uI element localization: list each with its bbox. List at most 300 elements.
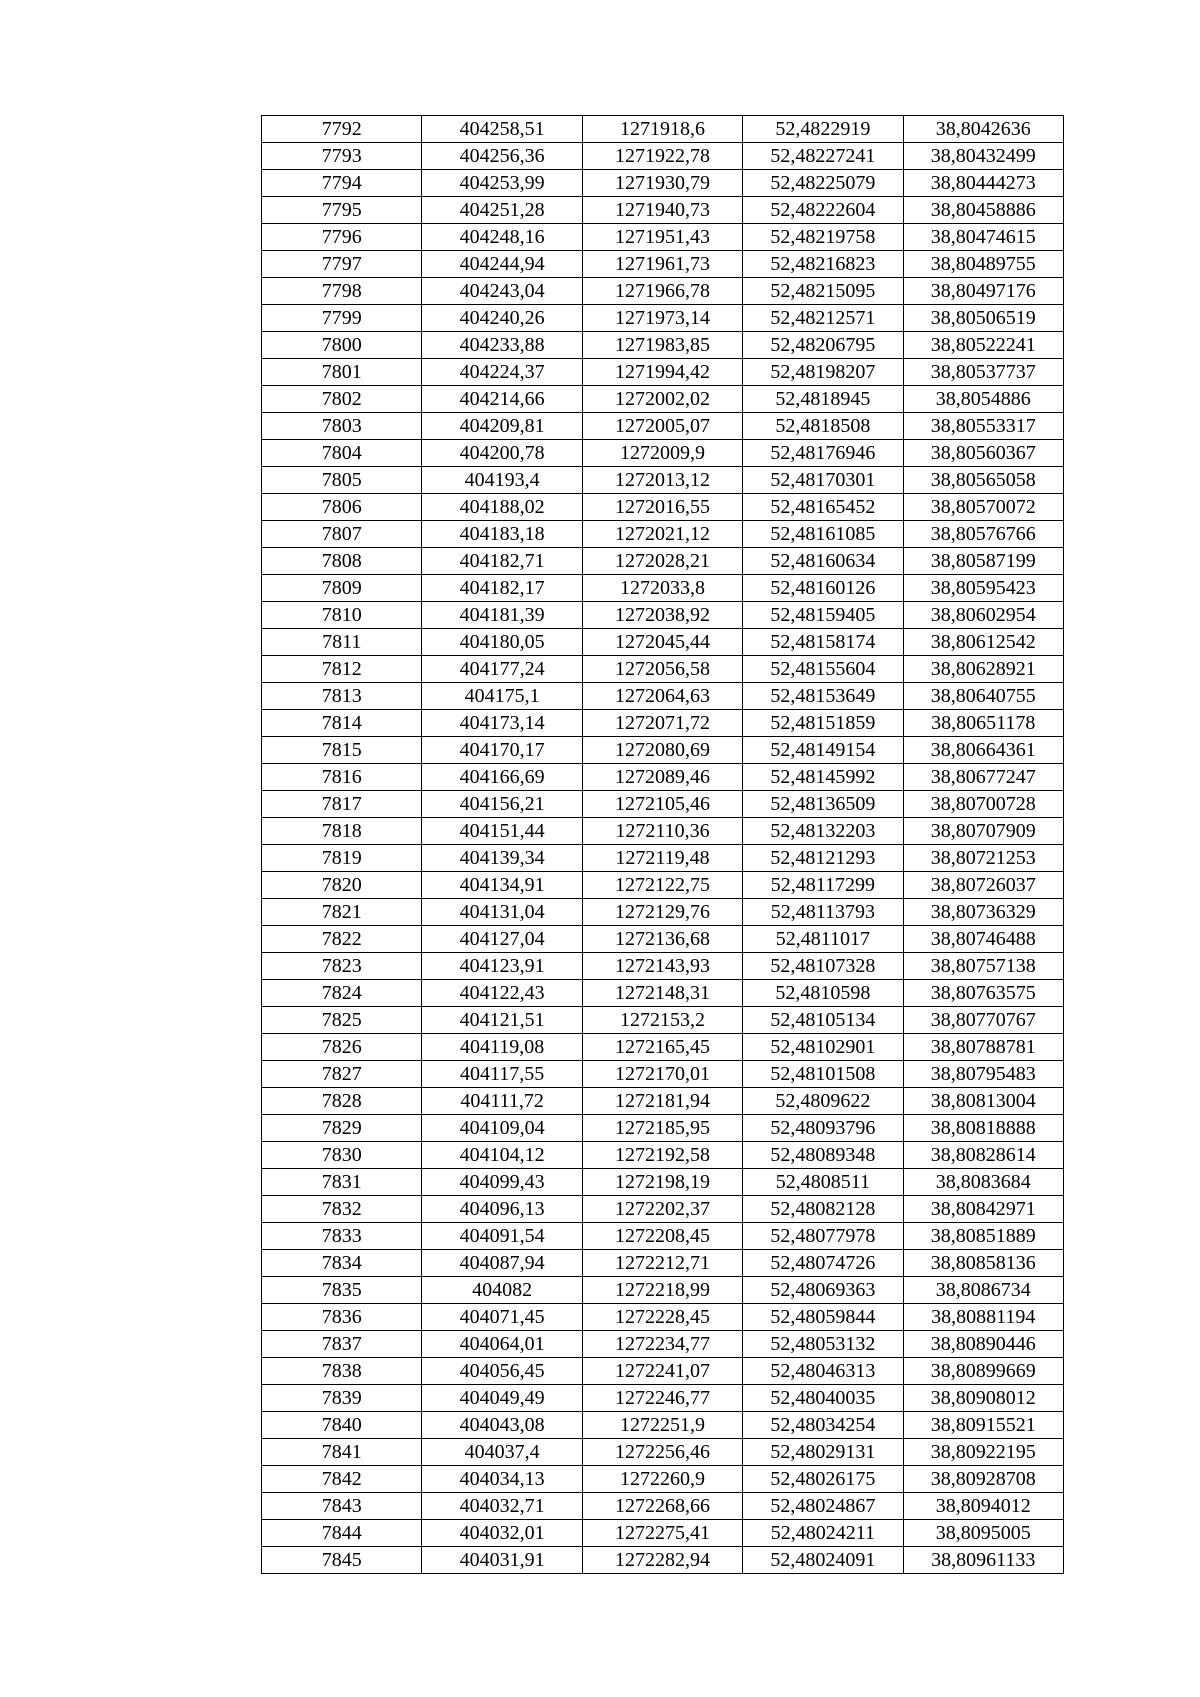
table-row xyxy=(262,1250,1064,1277)
y-coordinate-cell: 1272028,21 xyxy=(582,548,742,575)
longitude-cell: 38,80818888 xyxy=(903,1115,1063,1142)
latitude-cell: 52,48225079 xyxy=(743,170,903,197)
x-coordinate-cell: 404182,71 xyxy=(422,548,582,575)
longitude-cell: 38,80757138 xyxy=(903,953,1063,980)
latitude-cell: 52,48113793 xyxy=(743,899,903,926)
latitude-cell: 52,48153649 xyxy=(743,683,903,710)
latitude-cell: 52,4818945 xyxy=(743,386,903,413)
y-coordinate-cell: 1272105,46 xyxy=(582,791,742,818)
table-row xyxy=(262,1169,1064,1196)
table-row xyxy=(262,926,1064,953)
table-row xyxy=(262,872,1064,899)
y-coordinate-cell: 1272005,07 xyxy=(582,413,742,440)
x-coordinate-cell: 404099,43 xyxy=(422,1169,582,1196)
latitude-cell: 52,48089348 xyxy=(743,1142,903,1169)
point-number-cell: 7792 xyxy=(262,116,422,143)
latitude-cell: 52,48121293 xyxy=(743,845,903,872)
y-coordinate-cell: 1272021,12 xyxy=(582,521,742,548)
table-row xyxy=(262,332,1064,359)
coordinates-table xyxy=(261,115,1064,1574)
point-number-cell: 7836 xyxy=(262,1304,422,1331)
y-coordinate-cell: 1271930,79 xyxy=(582,170,742,197)
y-coordinate-cell: 1271922,78 xyxy=(582,143,742,170)
x-coordinate-cell: 404224,37 xyxy=(422,359,582,386)
y-coordinate-cell: 1272275,41 xyxy=(582,1520,742,1547)
latitude-cell: 52,48107328 xyxy=(743,953,903,980)
x-coordinate-cell: 404134,91 xyxy=(422,872,582,899)
latitude-cell: 52,48136509 xyxy=(743,791,903,818)
x-coordinate-cell: 404188,02 xyxy=(422,494,582,521)
latitude-cell: 52,48160126 xyxy=(743,575,903,602)
y-coordinate-cell: 1272165,45 xyxy=(582,1034,742,1061)
x-coordinate-cell: 404248,16 xyxy=(422,224,582,251)
longitude-cell: 38,8094012 xyxy=(903,1493,1063,1520)
longitude-cell: 38,80570072 xyxy=(903,494,1063,521)
latitude-cell: 52,48198207 xyxy=(743,359,903,386)
table-row xyxy=(262,1358,1064,1385)
x-coordinate-cell: 404037,4 xyxy=(422,1439,582,1466)
y-coordinate-cell: 1272268,66 xyxy=(582,1493,742,1520)
x-coordinate-cell: 404183,18 xyxy=(422,521,582,548)
y-coordinate-cell: 1272228,45 xyxy=(582,1304,742,1331)
y-coordinate-cell: 1272129,76 xyxy=(582,899,742,926)
latitude-cell: 52,48132203 xyxy=(743,818,903,845)
latitude-cell: 52,48026175 xyxy=(743,1466,903,1493)
longitude-cell: 38,80553317 xyxy=(903,413,1063,440)
latitude-cell: 52,4809622 xyxy=(743,1088,903,1115)
longitude-cell: 38,8054886 xyxy=(903,386,1063,413)
latitude-cell: 52,48105134 xyxy=(743,1007,903,1034)
point-number-cell: 7819 xyxy=(262,845,422,872)
table-row xyxy=(262,440,1064,467)
longitude-cell: 38,80813004 xyxy=(903,1088,1063,1115)
y-coordinate-cell: 1271961,73 xyxy=(582,251,742,278)
point-number-cell: 7809 xyxy=(262,575,422,602)
longitude-cell: 38,8083684 xyxy=(903,1169,1063,1196)
latitude-cell: 52,48170301 xyxy=(743,467,903,494)
point-number-cell: 7818 xyxy=(262,818,422,845)
latitude-cell: 52,48069363 xyxy=(743,1277,903,1304)
longitude-cell: 38,8086734 xyxy=(903,1277,1063,1304)
longitude-cell: 38,80890446 xyxy=(903,1331,1063,1358)
y-coordinate-cell: 1272038,92 xyxy=(582,602,742,629)
point-number-cell: 7816 xyxy=(262,764,422,791)
x-coordinate-cell: 404193,4 xyxy=(422,467,582,494)
latitude-cell: 52,4818508 xyxy=(743,413,903,440)
point-number-cell: 7824 xyxy=(262,980,422,1007)
x-coordinate-cell: 404121,51 xyxy=(422,1007,582,1034)
longitude-cell: 38,80458886 xyxy=(903,197,1063,224)
table-row xyxy=(262,1223,1064,1250)
x-coordinate-cell: 404032,01 xyxy=(422,1520,582,1547)
y-coordinate-cell: 1272089,46 xyxy=(582,764,742,791)
x-coordinate-cell: 404117,55 xyxy=(422,1061,582,1088)
longitude-cell: 38,80858136 xyxy=(903,1250,1063,1277)
point-number-cell: 7800 xyxy=(262,332,422,359)
x-coordinate-cell: 404240,26 xyxy=(422,305,582,332)
table-row xyxy=(262,224,1064,251)
table-row xyxy=(262,1331,1064,1358)
point-number-cell: 7839 xyxy=(262,1385,422,1412)
table-row xyxy=(262,143,1064,170)
latitude-cell: 52,48160634 xyxy=(743,548,903,575)
latitude-cell: 52,48053132 xyxy=(743,1331,903,1358)
point-number-cell: 7794 xyxy=(262,170,422,197)
table-row xyxy=(262,818,1064,845)
y-coordinate-cell: 1272122,75 xyxy=(582,872,742,899)
point-number-cell: 7798 xyxy=(262,278,422,305)
longitude-cell: 38,80612542 xyxy=(903,629,1063,656)
point-number-cell: 7804 xyxy=(262,440,422,467)
latitude-cell: 52,48077978 xyxy=(743,1223,903,1250)
y-coordinate-cell: 1272016,55 xyxy=(582,494,742,521)
table-row xyxy=(262,845,1064,872)
table-row xyxy=(262,1088,1064,1115)
y-coordinate-cell: 1271966,78 xyxy=(582,278,742,305)
longitude-cell: 38,80444273 xyxy=(903,170,1063,197)
table-row xyxy=(262,116,1064,143)
y-coordinate-cell: 1272208,45 xyxy=(582,1223,742,1250)
x-coordinate-cell: 404177,24 xyxy=(422,656,582,683)
y-coordinate-cell: 1272064,63 xyxy=(582,683,742,710)
longitude-cell: 38,80707909 xyxy=(903,818,1063,845)
latitude-cell: 52,48206795 xyxy=(743,332,903,359)
point-number-cell: 7796 xyxy=(262,224,422,251)
x-coordinate-cell: 404170,17 xyxy=(422,737,582,764)
x-coordinate-cell: 404064,01 xyxy=(422,1331,582,1358)
y-coordinate-cell: 1272033,8 xyxy=(582,575,742,602)
longitude-cell: 38,80851889 xyxy=(903,1223,1063,1250)
table-row xyxy=(262,791,1064,818)
table-row xyxy=(262,980,1064,1007)
point-number-cell: 7803 xyxy=(262,413,422,440)
latitude-cell: 52,48101508 xyxy=(743,1061,903,1088)
point-number-cell: 7808 xyxy=(262,548,422,575)
table-row xyxy=(262,899,1064,926)
table-row xyxy=(262,1115,1064,1142)
longitude-cell: 38,80489755 xyxy=(903,251,1063,278)
x-coordinate-cell: 404182,17 xyxy=(422,575,582,602)
longitude-cell: 38,80595423 xyxy=(903,575,1063,602)
latitude-cell: 52,48024211 xyxy=(743,1520,903,1547)
longitude-cell: 38,80842971 xyxy=(903,1196,1063,1223)
point-number-cell: 7832 xyxy=(262,1196,422,1223)
y-coordinate-cell: 1271983,85 xyxy=(582,332,742,359)
longitude-cell: 38,80746488 xyxy=(903,926,1063,953)
table-row xyxy=(262,953,1064,980)
y-coordinate-cell: 1272110,36 xyxy=(582,818,742,845)
y-coordinate-cell: 1272256,46 xyxy=(582,1439,742,1466)
y-coordinate-cell: 1272234,77 xyxy=(582,1331,742,1358)
table-row xyxy=(262,683,1064,710)
x-coordinate-cell: 404123,91 xyxy=(422,953,582,980)
x-coordinate-cell: 404175,1 xyxy=(422,683,582,710)
longitude-cell: 38,80640755 xyxy=(903,683,1063,710)
longitude-cell: 38,80899669 xyxy=(903,1358,1063,1385)
point-number-cell: 7838 xyxy=(262,1358,422,1385)
table-row xyxy=(262,413,1064,440)
longitude-cell: 38,80736329 xyxy=(903,899,1063,926)
x-coordinate-cell: 404031,91 xyxy=(422,1547,582,1574)
longitude-cell: 38,80795483 xyxy=(903,1061,1063,1088)
point-number-cell: 7830 xyxy=(262,1142,422,1169)
table-row xyxy=(262,1007,1064,1034)
latitude-cell: 52,48059844 xyxy=(743,1304,903,1331)
longitude-cell: 38,80763575 xyxy=(903,980,1063,1007)
x-coordinate-cell: 404251,28 xyxy=(422,197,582,224)
point-number-cell: 7821 xyxy=(262,899,422,926)
table-row xyxy=(262,629,1064,656)
longitude-cell: 38,80664361 xyxy=(903,737,1063,764)
longitude-cell: 38,80788781 xyxy=(903,1034,1063,1061)
longitude-cell: 38,80828614 xyxy=(903,1142,1063,1169)
table-row xyxy=(262,1466,1064,1493)
longitude-cell: 38,80726037 xyxy=(903,872,1063,899)
point-number-cell: 7807 xyxy=(262,521,422,548)
point-number-cell: 7840 xyxy=(262,1412,422,1439)
x-coordinate-cell: 404181,39 xyxy=(422,602,582,629)
longitude-cell: 38,8042636 xyxy=(903,116,1063,143)
point-number-cell: 7843 xyxy=(262,1493,422,1520)
coordinates-table-body xyxy=(262,116,1064,1574)
longitude-cell: 38,80677247 xyxy=(903,764,1063,791)
longitude-cell: 38,80721253 xyxy=(903,845,1063,872)
point-number-cell: 7822 xyxy=(262,926,422,953)
table-row xyxy=(262,737,1064,764)
y-coordinate-cell: 1271940,73 xyxy=(582,197,742,224)
x-coordinate-cell: 404096,13 xyxy=(422,1196,582,1223)
table-row xyxy=(262,656,1064,683)
x-coordinate-cell: 404127,04 xyxy=(422,926,582,953)
latitude-cell: 52,48227241 xyxy=(743,143,903,170)
x-coordinate-cell: 404258,51 xyxy=(422,116,582,143)
table-row xyxy=(262,764,1064,791)
y-coordinate-cell: 1272009,9 xyxy=(582,440,742,467)
point-number-cell: 7806 xyxy=(262,494,422,521)
y-coordinate-cell: 1272185,95 xyxy=(582,1115,742,1142)
x-coordinate-cell: 404209,81 xyxy=(422,413,582,440)
table-row xyxy=(262,1547,1064,1574)
x-coordinate-cell: 404104,12 xyxy=(422,1142,582,1169)
y-coordinate-cell: 1271973,14 xyxy=(582,305,742,332)
x-coordinate-cell: 404244,94 xyxy=(422,251,582,278)
latitude-cell: 52,48040035 xyxy=(743,1385,903,1412)
longitude-cell: 38,80560367 xyxy=(903,440,1063,467)
y-coordinate-cell: 1272136,68 xyxy=(582,926,742,953)
longitude-cell: 38,80497176 xyxy=(903,278,1063,305)
x-coordinate-cell: 404200,78 xyxy=(422,440,582,467)
table-row xyxy=(262,278,1064,305)
y-coordinate-cell: 1272198,19 xyxy=(582,1169,742,1196)
y-coordinate-cell: 1272181,94 xyxy=(582,1088,742,1115)
y-coordinate-cell: 1272143,93 xyxy=(582,953,742,980)
y-coordinate-cell: 1272212,71 xyxy=(582,1250,742,1277)
latitude-cell: 52,48034254 xyxy=(743,1412,903,1439)
table-row xyxy=(262,386,1064,413)
latitude-cell: 52,48159405 xyxy=(743,602,903,629)
longitude-cell: 38,8095005 xyxy=(903,1520,1063,1547)
y-coordinate-cell: 1272153,2 xyxy=(582,1007,742,1034)
table-row xyxy=(262,548,1064,575)
x-coordinate-cell: 404049,49 xyxy=(422,1385,582,1412)
point-number-cell: 7826 xyxy=(262,1034,422,1061)
y-coordinate-cell: 1271994,42 xyxy=(582,359,742,386)
latitude-cell: 52,4811017 xyxy=(743,926,903,953)
point-number-cell: 7828 xyxy=(262,1088,422,1115)
point-number-cell: 7834 xyxy=(262,1250,422,1277)
point-number-cell: 7845 xyxy=(262,1547,422,1574)
y-coordinate-cell: 1271918,6 xyxy=(582,116,742,143)
x-coordinate-cell: 404256,36 xyxy=(422,143,582,170)
table-row xyxy=(262,1520,1064,1547)
y-coordinate-cell: 1272013,12 xyxy=(582,467,742,494)
y-coordinate-cell: 1272241,07 xyxy=(582,1358,742,1385)
x-coordinate-cell: 404056,45 xyxy=(422,1358,582,1385)
point-number-cell: 7812 xyxy=(262,656,422,683)
y-coordinate-cell: 1272148,31 xyxy=(582,980,742,1007)
point-number-cell: 7799 xyxy=(262,305,422,332)
latitude-cell: 52,4822919 xyxy=(743,116,903,143)
table-row xyxy=(262,1277,1064,1304)
x-coordinate-cell: 404233,88 xyxy=(422,332,582,359)
y-coordinate-cell: 1272282,94 xyxy=(582,1547,742,1574)
x-coordinate-cell: 404253,99 xyxy=(422,170,582,197)
point-number-cell: 7805 xyxy=(262,467,422,494)
latitude-cell: 52,48161085 xyxy=(743,521,903,548)
latitude-cell: 52,4810598 xyxy=(743,980,903,1007)
longitude-cell: 38,80537737 xyxy=(903,359,1063,386)
x-coordinate-cell: 404034,13 xyxy=(422,1466,582,1493)
longitude-cell: 38,80651178 xyxy=(903,710,1063,737)
table-row xyxy=(262,170,1064,197)
table-row xyxy=(262,1304,1064,1331)
table-row xyxy=(262,602,1064,629)
x-coordinate-cell: 404071,45 xyxy=(422,1304,582,1331)
y-coordinate-cell: 1272192,58 xyxy=(582,1142,742,1169)
point-number-cell: 7837 xyxy=(262,1331,422,1358)
x-coordinate-cell: 404091,54 xyxy=(422,1223,582,1250)
y-coordinate-cell: 1272218,99 xyxy=(582,1277,742,1304)
point-number-cell: 7814 xyxy=(262,710,422,737)
longitude-cell: 38,80565058 xyxy=(903,467,1063,494)
point-number-cell: 7844 xyxy=(262,1520,422,1547)
point-number-cell: 7841 xyxy=(262,1439,422,1466)
table-row xyxy=(262,521,1064,548)
latitude-cell: 52,48024091 xyxy=(743,1547,903,1574)
latitude-cell: 52,48219758 xyxy=(743,224,903,251)
y-coordinate-cell: 1271951,43 xyxy=(582,224,742,251)
latitude-cell: 52,48212571 xyxy=(743,305,903,332)
table-row xyxy=(262,359,1064,386)
longitude-cell: 38,80522241 xyxy=(903,332,1063,359)
table-row xyxy=(262,467,1064,494)
y-coordinate-cell: 1272246,77 xyxy=(582,1385,742,1412)
point-number-cell: 7813 xyxy=(262,683,422,710)
longitude-cell: 38,80700728 xyxy=(903,791,1063,818)
point-number-cell: 7810 xyxy=(262,602,422,629)
x-coordinate-cell: 404082 xyxy=(422,1277,582,1304)
table-row xyxy=(262,305,1064,332)
x-coordinate-cell: 404122,43 xyxy=(422,980,582,1007)
latitude-cell: 52,48222604 xyxy=(743,197,903,224)
table-row xyxy=(262,1034,1064,1061)
point-number-cell: 7795 xyxy=(262,197,422,224)
y-coordinate-cell: 1272056,58 xyxy=(582,656,742,683)
table-row xyxy=(262,1439,1064,1466)
y-coordinate-cell: 1272045,44 xyxy=(582,629,742,656)
table-row xyxy=(262,1061,1064,1088)
longitude-cell: 38,80506519 xyxy=(903,305,1063,332)
x-coordinate-cell: 404180,05 xyxy=(422,629,582,656)
latitude-cell: 52,48029131 xyxy=(743,1439,903,1466)
x-coordinate-cell: 404109,04 xyxy=(422,1115,582,1142)
table-row xyxy=(262,1385,1064,1412)
longitude-cell: 38,80915521 xyxy=(903,1412,1063,1439)
x-coordinate-cell: 404214,66 xyxy=(422,386,582,413)
table-row xyxy=(262,710,1064,737)
latitude-cell: 52,48151859 xyxy=(743,710,903,737)
latitude-cell: 52,48176946 xyxy=(743,440,903,467)
latitude-cell: 52,48158174 xyxy=(743,629,903,656)
table-row xyxy=(262,1493,1064,1520)
point-number-cell: 7801 xyxy=(262,359,422,386)
point-number-cell: 7793 xyxy=(262,143,422,170)
latitude-cell: 52,48074726 xyxy=(743,1250,903,1277)
point-number-cell: 7835 xyxy=(262,1277,422,1304)
y-coordinate-cell: 1272080,69 xyxy=(582,737,742,764)
table-row xyxy=(262,1142,1064,1169)
table-row xyxy=(262,575,1064,602)
x-coordinate-cell: 404151,44 xyxy=(422,818,582,845)
point-number-cell: 7825 xyxy=(262,1007,422,1034)
longitude-cell: 38,80881194 xyxy=(903,1304,1063,1331)
latitude-cell: 52,48082128 xyxy=(743,1196,903,1223)
longitude-cell: 38,80474615 xyxy=(903,224,1063,251)
longitude-cell: 38,80928708 xyxy=(903,1466,1063,1493)
x-coordinate-cell: 404087,94 xyxy=(422,1250,582,1277)
latitude-cell: 52,48165452 xyxy=(743,494,903,521)
latitude-cell: 52,48046313 xyxy=(743,1358,903,1385)
latitude-cell: 52,48155604 xyxy=(743,656,903,683)
longitude-cell: 38,80628921 xyxy=(903,656,1063,683)
point-number-cell: 7823 xyxy=(262,953,422,980)
longitude-cell: 38,80961133 xyxy=(903,1547,1063,1574)
x-coordinate-cell: 404119,08 xyxy=(422,1034,582,1061)
longitude-cell: 38,80576766 xyxy=(903,521,1063,548)
y-coordinate-cell: 1272071,72 xyxy=(582,710,742,737)
x-coordinate-cell: 404032,71 xyxy=(422,1493,582,1520)
longitude-cell: 38,80587199 xyxy=(903,548,1063,575)
table-row xyxy=(262,251,1064,278)
x-coordinate-cell: 404131,04 xyxy=(422,899,582,926)
y-coordinate-cell: 1272002,02 xyxy=(582,386,742,413)
point-number-cell: 7829 xyxy=(262,1115,422,1142)
table-row xyxy=(262,197,1064,224)
point-number-cell: 7833 xyxy=(262,1223,422,1250)
latitude-cell: 52,48117299 xyxy=(743,872,903,899)
table-row xyxy=(262,1412,1064,1439)
y-coordinate-cell: 1272260,9 xyxy=(582,1466,742,1493)
latitude-cell: 52,48216823 xyxy=(743,251,903,278)
x-coordinate-cell: 404166,69 xyxy=(422,764,582,791)
point-number-cell: 7815 xyxy=(262,737,422,764)
point-number-cell: 7817 xyxy=(262,791,422,818)
table-row xyxy=(262,1196,1064,1223)
point-number-cell: 7842 xyxy=(262,1466,422,1493)
y-coordinate-cell: 1272170,01 xyxy=(582,1061,742,1088)
x-coordinate-cell: 404111,72 xyxy=(422,1088,582,1115)
y-coordinate-cell: 1272251,9 xyxy=(582,1412,742,1439)
